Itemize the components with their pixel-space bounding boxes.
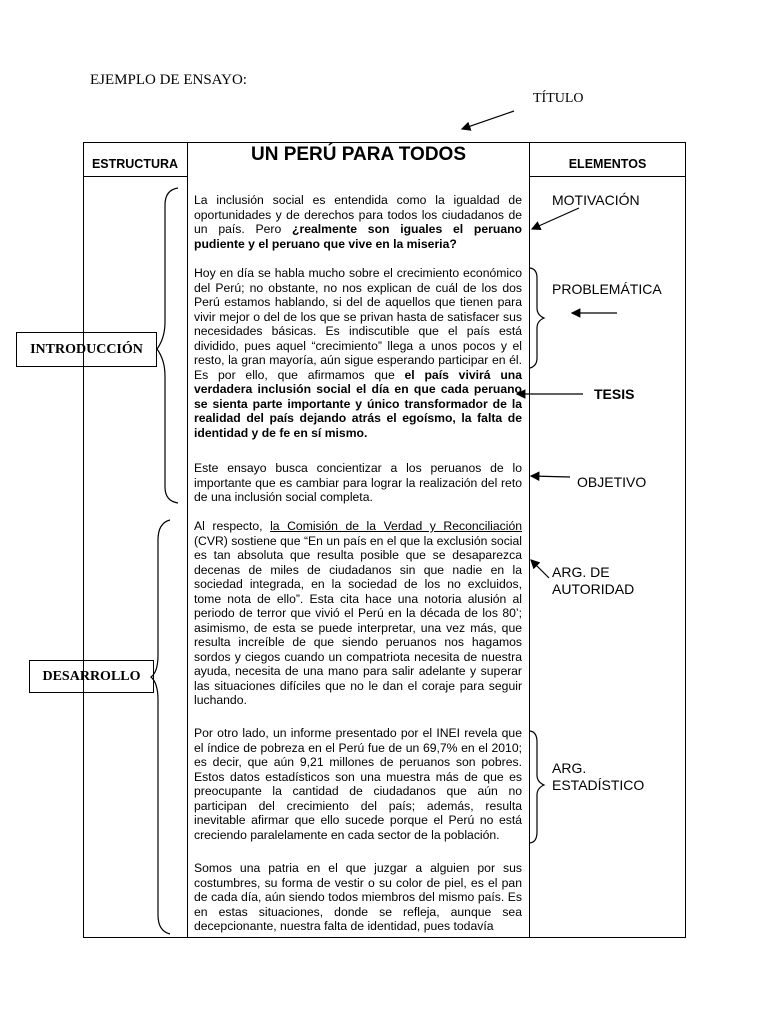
intro-brace xyxy=(157,188,178,503)
p4-intro: Al respecto, xyxy=(194,519,271,533)
essay-paragraph-statistic: Por otro lado, un informe presentado por el INEI revela que el índice de pobreza en el Perú fue de un 69,7% en el 2010; es decir, que aún 9,21 millones de peruanos son pobres. Estos datos estadísticos son una muestra más de que es preocupante la cantidad de ciudadanos que aún no participan del crecimiento del país; además, resulta inevitable afirmar que ello sucede porque el Perú no está creciendo paralelamente en cada sector de la población. xyxy=(194,726,522,842)
col-elements-header: ELEMENTOS xyxy=(568,157,647,171)
p4-body: (CVR) sostiene que “En un país en el que la exclusión social es tan absoluta que resulta posible que se desaparezca decenas de miles de ciudadanos sin que nadie en la sociedad integrada, en la sociedad de los no excluidos, tome nota de ello”. Esta cita hace una notoria alusión al periodo de terror que vivió el Perú en la década de los 80’; asimismo, de esta se puede interpretar, una vez más, que resulta increíble de que siendo peruanos nos hagamos sordos y ciegos cuando un compatriota necesita de nuestra ayuda, necesita de una mano para salir adelante y superar las situaciones difíciles que no le dan el coraje para seguir luchando. xyxy=(194,533,522,707)
element-objective: OBJETIVO xyxy=(577,474,647,490)
element-statistic-line2: ESTADÍSTICO xyxy=(552,777,645,793)
p4-source: la Comisión de la Verdad y Reconciliación xyxy=(270,519,522,533)
essay-paragraph-identity: Somos una patria en el que juzgar a alguien por sus costumbres, su forma de vestir o su color de piel, es el pan de cada día, aún siendo todos miembros del mismo país. Es en estas situaciones, donde se refleja, aunque sea decepcionante, nuestra falta de identidad, pues todavía xyxy=(194,861,522,933)
element-motivation: MOTIVACIÓN xyxy=(552,192,640,208)
element-authority-line1: ARG. DE xyxy=(552,564,610,580)
p1-text: La inclusión social es entendida como la igualdad de oportunidades y de derechos para todos los ciudadanos de un país. Pero xyxy=(194,193,522,236)
intro-box: INTRODUCCIÓN xyxy=(16,332,157,367)
title-annotation: TÍTULO xyxy=(533,91,584,106)
p2-text: Hoy en día se habla mucho sobre el crecimiento económico del Perú; no obstante, no nos explican de cuál de los dos Perú estamos hablando, si del de aquellos que tienen para vivir mejor o del de los que se privan hasta de satisfacer sus necesidades básicas. Es indiscutible que el país está dividido, pues aquel “crecimiento” llega a unos pocos y el resto, la gran mayoría, aún sigue esperando participar en él. Es por ello, que afirmamos que xyxy=(194,266,522,382)
doc-label: EJEMPLO DE ENSAYO: xyxy=(90,72,247,88)
development-brace xyxy=(151,520,170,934)
p1-question: ¿realmente son iguales el peruano pudiente y el peruano que vive en la miseria? xyxy=(194,222,522,251)
authority-arrow xyxy=(531,560,549,578)
element-authority-line2: AUTORIDAD xyxy=(552,581,635,597)
development-box: DESARROLLO xyxy=(29,660,154,693)
motivation-arrow xyxy=(532,208,579,229)
essay-title: UN PERÚ PARA TODOS xyxy=(250,144,466,165)
objective-arrow xyxy=(531,476,570,477)
statistic-brace xyxy=(530,731,544,843)
problem-brace xyxy=(530,268,544,368)
col-structure-header: ESTRUCTURA xyxy=(91,157,179,171)
essay-paragraph-objective: Este ensayo busca concientizar a los peruanos de lo importante que es cambiar para lograr la realización del reto de una inclusión social completa. xyxy=(194,461,522,504)
p2-thesis: el país vivirá una verdadera inclusión social el día en que cada peruano se sienta parte importante y único transformador de la realidad del país dejando atrás el egoísmo, la falta de identidad y de fe en sí mismo. xyxy=(194,367,522,440)
element-statistic-line1: ARG. xyxy=(552,760,587,776)
element-thesis: TESIS xyxy=(594,386,635,402)
element-problem: PROBLEMÁTICA xyxy=(552,281,662,297)
title-arrow xyxy=(462,111,514,129)
